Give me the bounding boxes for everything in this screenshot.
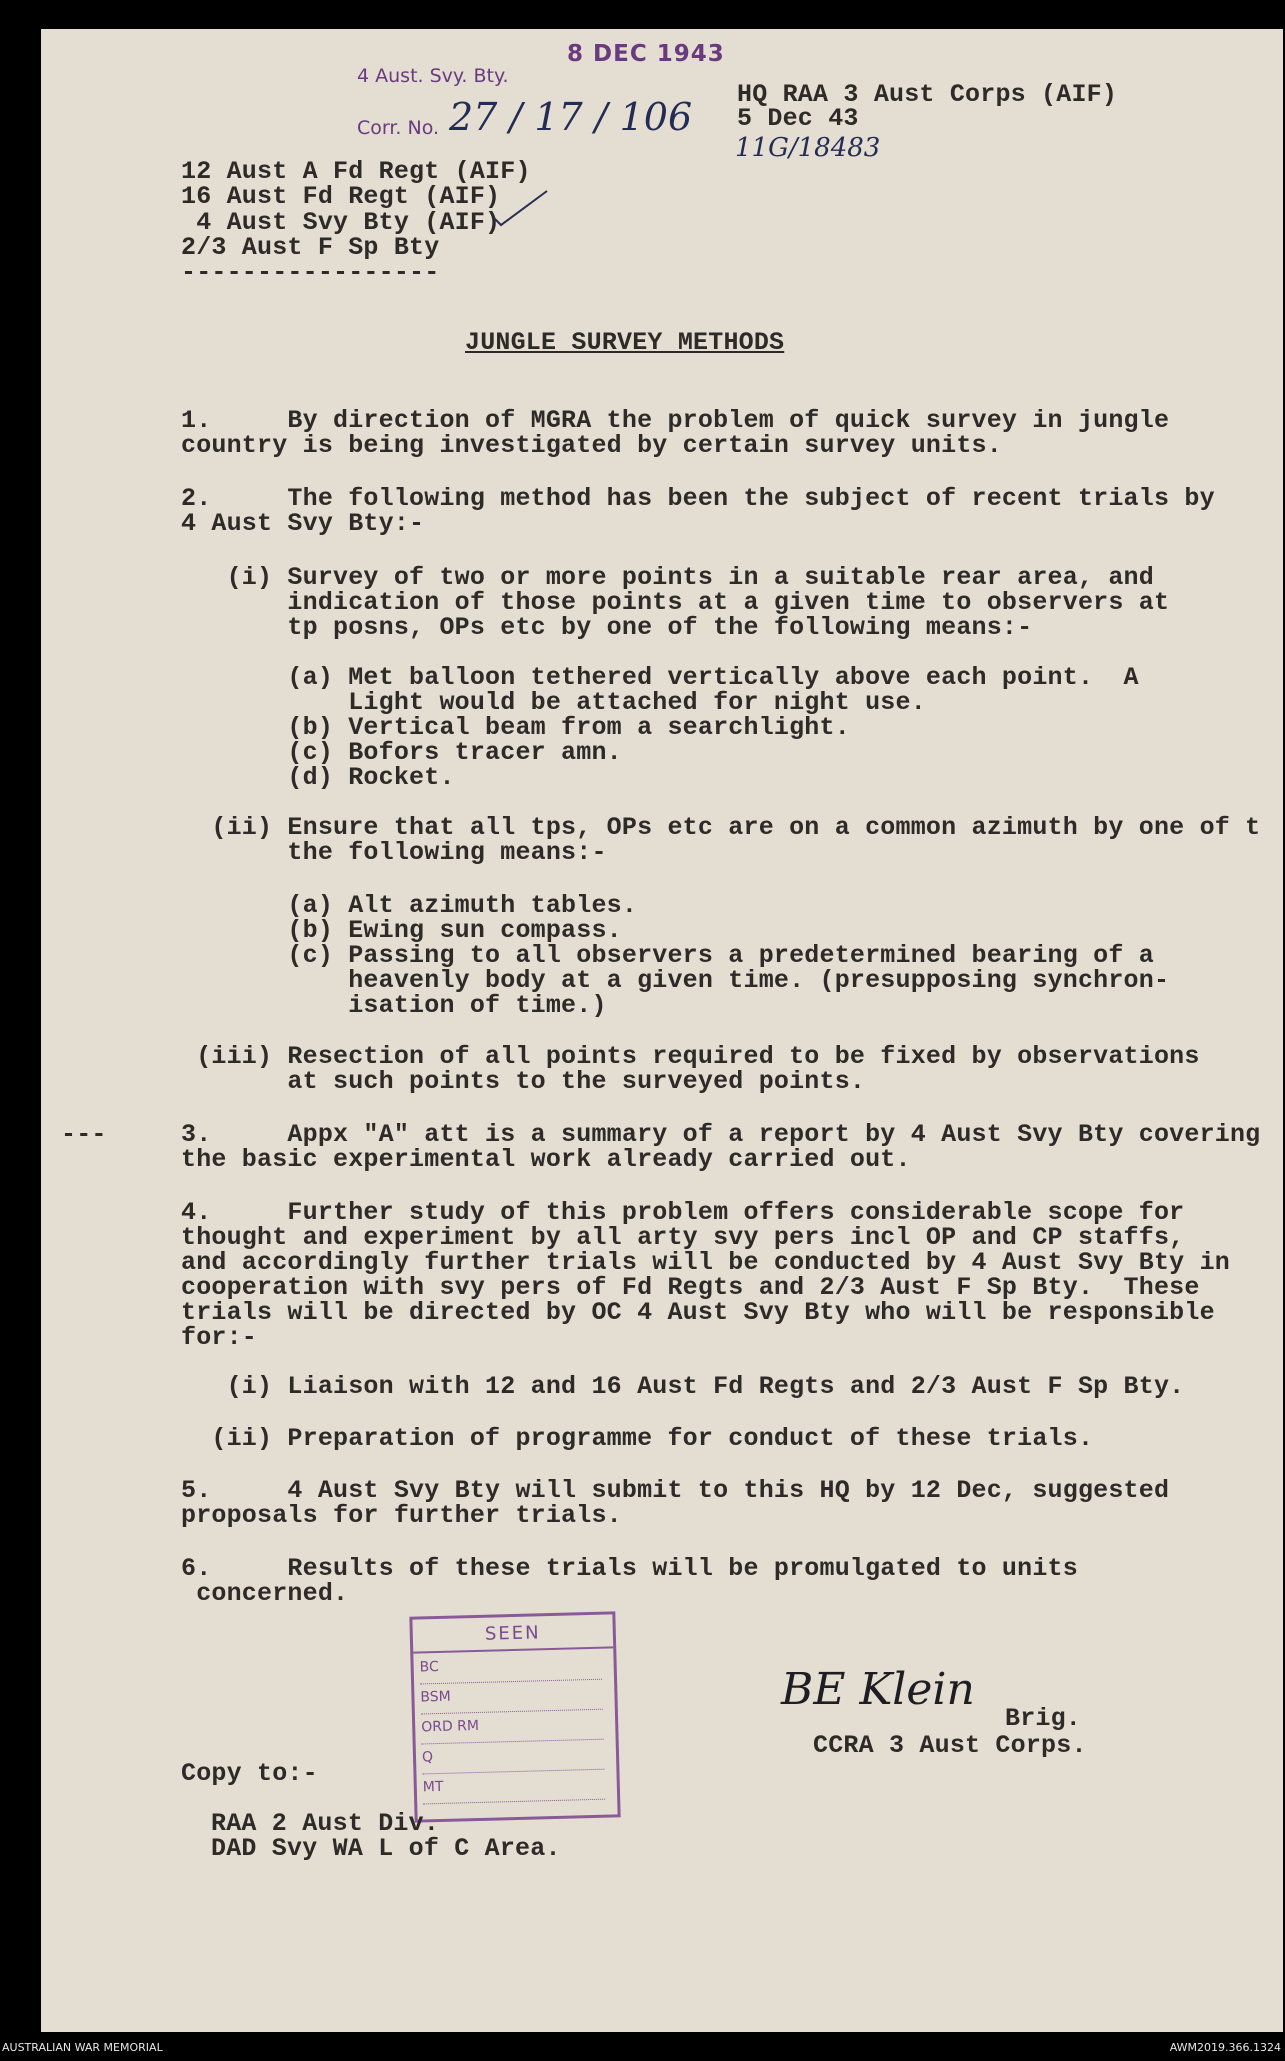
paragraph-3: 3. Appx "A" att is a summary of a report by 4 Aust Svy Bty covering the basic experimental work already carried out. <box>181 1120 1261 1174</box>
from-line-2: 5 Dec 43 <box>737 104 859 133</box>
addressee-4: 2/3 Aust F Sp Bty <box>181 233 440 262</box>
seen-stamp-row: MT <box>423 1775 606 1805</box>
paragraph-6: 6. Results of these trials will be promulgated to units concerned. <box>181 1554 1078 1608</box>
seen-stamp-row: Q <box>422 1745 605 1775</box>
seen-stamp-row: BC <box>419 1655 602 1685</box>
paragraph-3-margin-mark: --- <box>61 1120 107 1149</box>
paragraph-1: 1. By direction of MGRA the problem of quick survey in jungle country is being investigated by certain survey units. <box>181 406 1170 460</box>
document-sheet <box>41 29 1283 2032</box>
unit-stamp: 4 Aust. Svy. Bty. <box>357 65 509 87</box>
stamp-date: 8 DEC 1943 <box>567 41 725 67</box>
document-title: JUNGLE SURVEY METHODS <box>465 328 785 357</box>
signature-rank: Brig. <box>1005 1704 1082 1733</box>
handwritten-signature: BE Klein <box>781 1664 975 1715</box>
addressee-3: 4 Aust Svy Bty (AIF) <box>181 208 501 237</box>
copy-to-label: Copy to:- <box>181 1759 318 1788</box>
paragraph-4: 4. Further study of this problem offers considerable scope for thought and experiment by all arty svy pers incl OP and CP staffs, and accordingly further trials will be conducted by 4 Aust Svy Bty in cooperation with svy pers of Fd Regts and 2/3 Aust F Sp Bty. These trials will be directed by OC 4 Aust Svy Bty who will be responsible for:- <box>181 1198 1230 1352</box>
paragraph-4-i: (i) Liaison with 12 and 16 Aust Fd Regts and 2/3 Aust F Sp Bty. <box>181 1372 1185 1401</box>
seen-stamp <box>409 1611 620 1822</box>
handwritten-reference: 11G/18483 <box>735 133 881 163</box>
corr-no-label: Corr. No. <box>357 117 440 139</box>
subparagraph-ii-items: (a) Alt azimuth tables. (b) Ewing sun compass. (c) Passing to all observers a predetermined bearing of a heavenly body at a given time. (presupposing synchron- isation of time.) <box>287 891 1170 1020</box>
subparagraph-i-items: (a) Met balloon tethered vertically above each point. A Light would be attached for night use. (b) Vertical beam from a searchlight. (c) Bofors tracer amn. (d) Rocket. <box>287 663 1139 792</box>
seen-stamp-title: SEEN <box>484 1622 541 1645</box>
addressee-1: 12 Aust A Fd Regt (AIF) <box>181 157 531 186</box>
footer-accession-number: AWM2019.366.1324 <box>1169 2041 1281 2054</box>
subparagraph-i: (i) Survey of two or more points in a suitable rear area, and indication of those points at a given time to observers at tp posns, OPs etc by one of the following means:- <box>226 563 1170 642</box>
paragraph-2: 2. The following method has been the subject of recent trials by 4 Aust Svy Bty:- <box>181 484 1215 538</box>
footer-institution: AUSTRALIAN WAR MEMORIAL <box>2 2041 163 2054</box>
paragraph-4-ii: (ii) Preparation of programme for conduct of these trials. <box>181 1424 1094 1453</box>
subparagraph-iii: (iii) Resection of all points required to be fixed by observations at such points to the surveyed points. <box>196 1042 1200 1096</box>
tick-mark-icon <box>491 189 551 229</box>
subparagraph-ii: (ii) Ensure that all tps, OPs etc are on a common azimuth by one of t the following means:- <box>211 813 1261 867</box>
seen-stamp-row: BSM <box>420 1685 603 1715</box>
from-line-1: HQ RAA 3 Aust Corps (AIF) <box>737 80 1118 109</box>
addressee-2: 16 Aust Fd Regt (AIF) <box>181 182 501 211</box>
signature-appointment: CCRA 3 Aust Corps. <box>813 1731 1087 1760</box>
corr-number: 27 / 17 / 106 <box>449 95 693 139</box>
paragraph-5: 5. 4 Aust Svy Bty will submit to this HQ by 12 Dec, suggested proposals for further trials. <box>181 1476 1170 1530</box>
copy-to-recipients: RAA 2 Aust Div. DAD Svy WA L of C Area. <box>211 1809 561 1863</box>
addressee-divider: ----------------- <box>181 258 440 287</box>
seen-stamp-row: ORD RM <box>421 1715 604 1745</box>
